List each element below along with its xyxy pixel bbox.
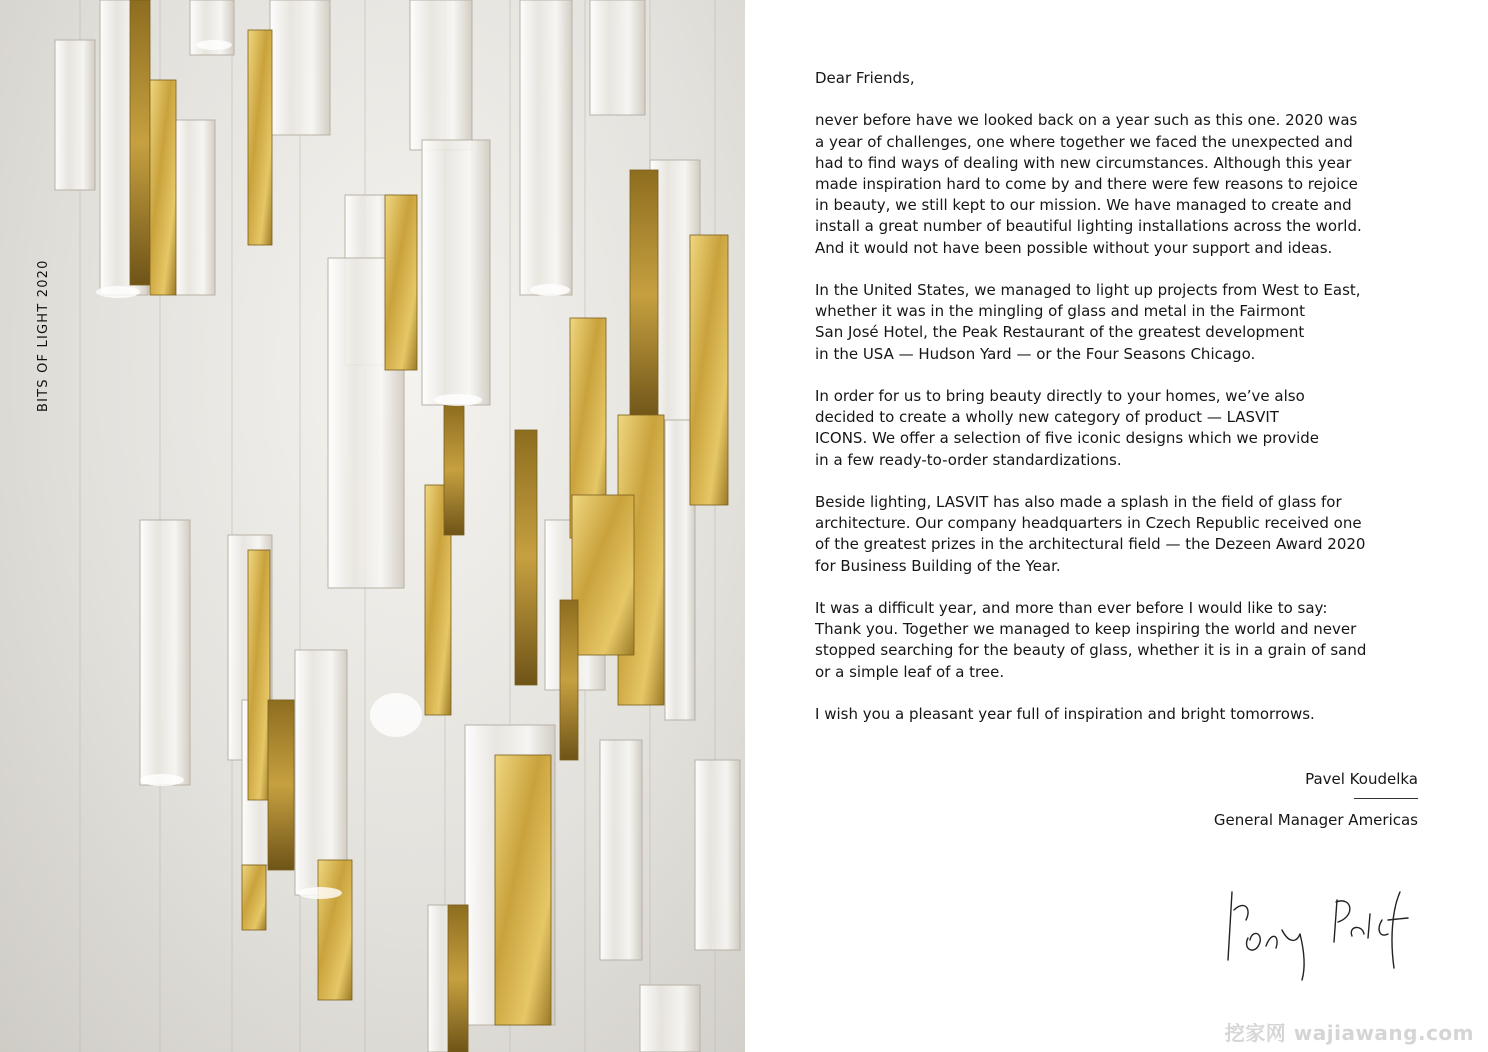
letter-paragraph-5: It was a difficult year, and more than ever before I would like to say: Thank you. Together we managed to keep inspiring the world and never stopped searching for the beauty of glass, whether it is in a grain of sand or a simple leaf of a tree. (815, 599, 1367, 681)
letter-paragraph-3: In order for us to bring beauty directly to your homes, we’ve also decided to create a wholly new category of product — LASVIT ICONS. We offer a selection of five iconic designs which we provide in a few ready-to-order standardizations. (815, 387, 1319, 469)
watermark: 挖家网 wajiawang.com (1224, 1021, 1474, 1045)
letter-body (815, 68, 1425, 746)
letter-paragraph-4: Beside lighting, LASVIT has also made a splash in the field of glass for architecture. Our company headquarters in Czech Republic received one of the greatest prizes in the architectural field — the Dezeen Award 2020 for Business Building of the Year. (815, 493, 1366, 575)
letter-paragraph-6: I wish you a pleasant year full of inspiration and bright tomorrows. (815, 705, 1315, 723)
letter-paragraph-1: never before have we looked back on a year such as this one. 2020 was a year of challenges, one where together we faced the unexpected and had to find ways of dealing with new circumstances. Although this year made inspiration hard to come by and there were few reasons to rejoice in beauty, we still kept to our mission. We have managed to create and install a great number of beautiful lighting installations across the world. And it would not have been possible without your support and ideas. (815, 111, 1362, 257)
signoff-name: Pavel Koudelka (1305, 770, 1418, 788)
sidebar-title: BITS OF LIGHT 2020 (36, 259, 51, 412)
signoff-divider (1354, 798, 1418, 799)
signoff-title: General Manager Americas (1213, 811, 1418, 829)
letter-greeting: Dear Friends, (815, 69, 915, 87)
letter-paragraph-2: In the United States, we managed to light up projects from West to East, whether it was in the mingling of glass and metal in the Fairmont San José Hotel, the Peak Restaurant of the greatest development in the USA — Hudson Yard — or the Four Seasons Chicago. (815, 281, 1361, 363)
signoff-block (1214, 768, 1418, 831)
handwritten-signature-icon (1222, 880, 1412, 990)
